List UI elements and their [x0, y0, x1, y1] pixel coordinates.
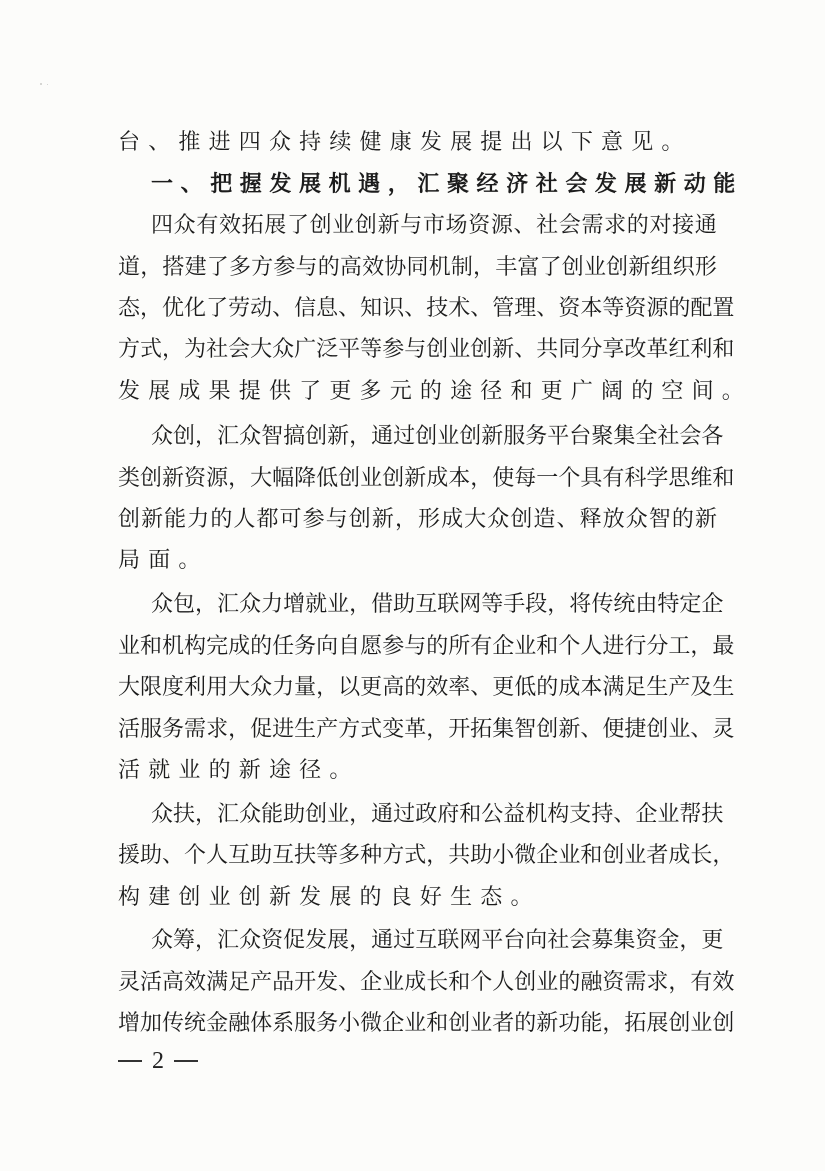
text-line	[0, 372, 825, 412]
text-line	[0, 710, 825, 750]
text-line	[0, 330, 825, 370]
text-line	[0, 963, 825, 1003]
section-heading	[0, 165, 825, 205]
text-line-content: 大 限 度 利 用 大 众 力 量 ， 以 更 高 的 效 率 、 更 低 的 成 本 满 足 生 产 及 生	[118, 675, 735, 700]
text-line	[0, 878, 825, 918]
text-line-content: 方 式 ， 为 社 会 大 众 广 泛 平 等 参 与 创 业 创 新 、 共 同 分 享 改 革 红 利 和	[118, 337, 735, 362]
scan-speck	[47, 84, 48, 85]
scan-speck	[40, 83, 42, 85]
text-line-content: 活 服 务 需 求 ， 促 进 生 产 方 式 变 革 ， 开 拓 集 智 创 新 、 便 捷 创 业 、 灵	[118, 717, 735, 742]
text-line-content: 众 扶 ， 汇 众 能 助 创 业 ， 通 过 政 府 和 公 益 机 构 支 持 、 企 业 帮 扶	[151, 802, 724, 827]
text-line	[0, 836, 825, 876]
text-line-content: 类 创 新 资 源 ， 大 幅 降 低 创 业 创 新 成 本 ， 使 每 一 个 具 有 科 学 思 维 和	[118, 466, 735, 491]
text-line-content: 四 众 有 效 拓 展 了 创 业 创 新 与 市 场 资 源 、 社 会 需 求 的 对 接 通	[151, 213, 717, 238]
text-line	[0, 921, 825, 961]
text-line-content: 局 面 。	[118, 548, 201, 573]
footer-dash-left	[118, 1060, 142, 1062]
text-line	[0, 541, 825, 581]
text-line	[0, 206, 825, 246]
text-line	[0, 123, 825, 163]
text-line-content: 众 包 ， 汇 众 力 增 就 业 ， 借 助 互 联 网 等 手 段 ， 将 传 统 由 特 定 企	[151, 592, 724, 617]
text-line-content: 态 ， 优 化 了 劳 动 、 信 息 、 知 识 、 技 术 、 管 理 、 资 本 等 资 源 的 配 置	[118, 296, 735, 321]
text-line-content: 台 、 推 进 四 众 持 续 健 康 发 展 提 出 以 下 意 见 。	[118, 130, 684, 155]
text-line-content: 构 建 创 业 创 新 发 展 的 良 好 生 态 。	[118, 885, 533, 910]
page-number: 2	[152, 1047, 164, 1074]
text-line	[0, 417, 825, 457]
text-line-content: 创 新 能 力 的 人 都 可 参 与 创 新 ， 形 成 大 众 创 造 、 释 放 众 智 的 新	[118, 507, 717, 532]
text-line-content: 增 加 传 统 金 融 体 系 服 务 小 微 企 业 和 创 业 者 的 新 功 能 ， 拓 展 创 业 创	[118, 1011, 735, 1036]
text-line-content: 援 助 、 个 人 互 助 互 扶 等 多 种 方 式 ， 共 助 小 微 企 业 和 创 业 者 成 长 ，	[118, 843, 735, 868]
text-line-content: 灵 活 高 效 满 足 产 品 开 发 、 企 业 成 长 和 个 人 创 业 的 融 资 需 求 ， 有 效	[118, 970, 735, 995]
footer-dash-right	[174, 1060, 198, 1062]
page-footer	[118, 1043, 198, 1079]
text-line-content: 道 ， 搭 建 了 多 方 参 与 的 高 效 协 同 机 制 ， 丰 富 了 创 业 创 新 组 织 形	[118, 255, 717, 280]
text-line	[0, 585, 825, 625]
text-line-content: 一 、 把 握 发 展 机 遇 ， 汇 聚 经 济 社 会 发 展 新 动 能	[151, 172, 737, 197]
text-line	[0, 668, 825, 708]
text-line	[0, 1004, 825, 1044]
text-line-content: 众 筹 ， 汇 众 资 促 发 展 ， 通 过 互 联 网 平 台 向 社 会 募 集 资 金 ， 更	[151, 928, 724, 953]
text-line-content: 众 创 ， 汇 众 智 搞 创 新 ， 通 过 创 业 创 新 服 务 平 台 聚 集 全 社 会 各	[151, 424, 724, 449]
text-line-content: 业 和 机 构 完 成 的 任 务 向 自 愿 参 与 的 所 有 企 业 和 个 人 进 行 分 工 ， 最	[118, 634, 735, 659]
text-line	[0, 500, 825, 540]
text-line-content: 活 就 业 的 新 途 径 。	[118, 758, 352, 783]
text-line	[0, 459, 825, 499]
text-line	[0, 751, 825, 791]
text-line	[0, 627, 825, 667]
text-line	[0, 248, 825, 288]
text-line	[0, 289, 825, 329]
text-line	[0, 795, 825, 835]
text-line-content: 发 展 成 果 提 供 了 更 多 元 的 途 径 和 更 广 阔 的 空 间 。	[118, 379, 744, 404]
